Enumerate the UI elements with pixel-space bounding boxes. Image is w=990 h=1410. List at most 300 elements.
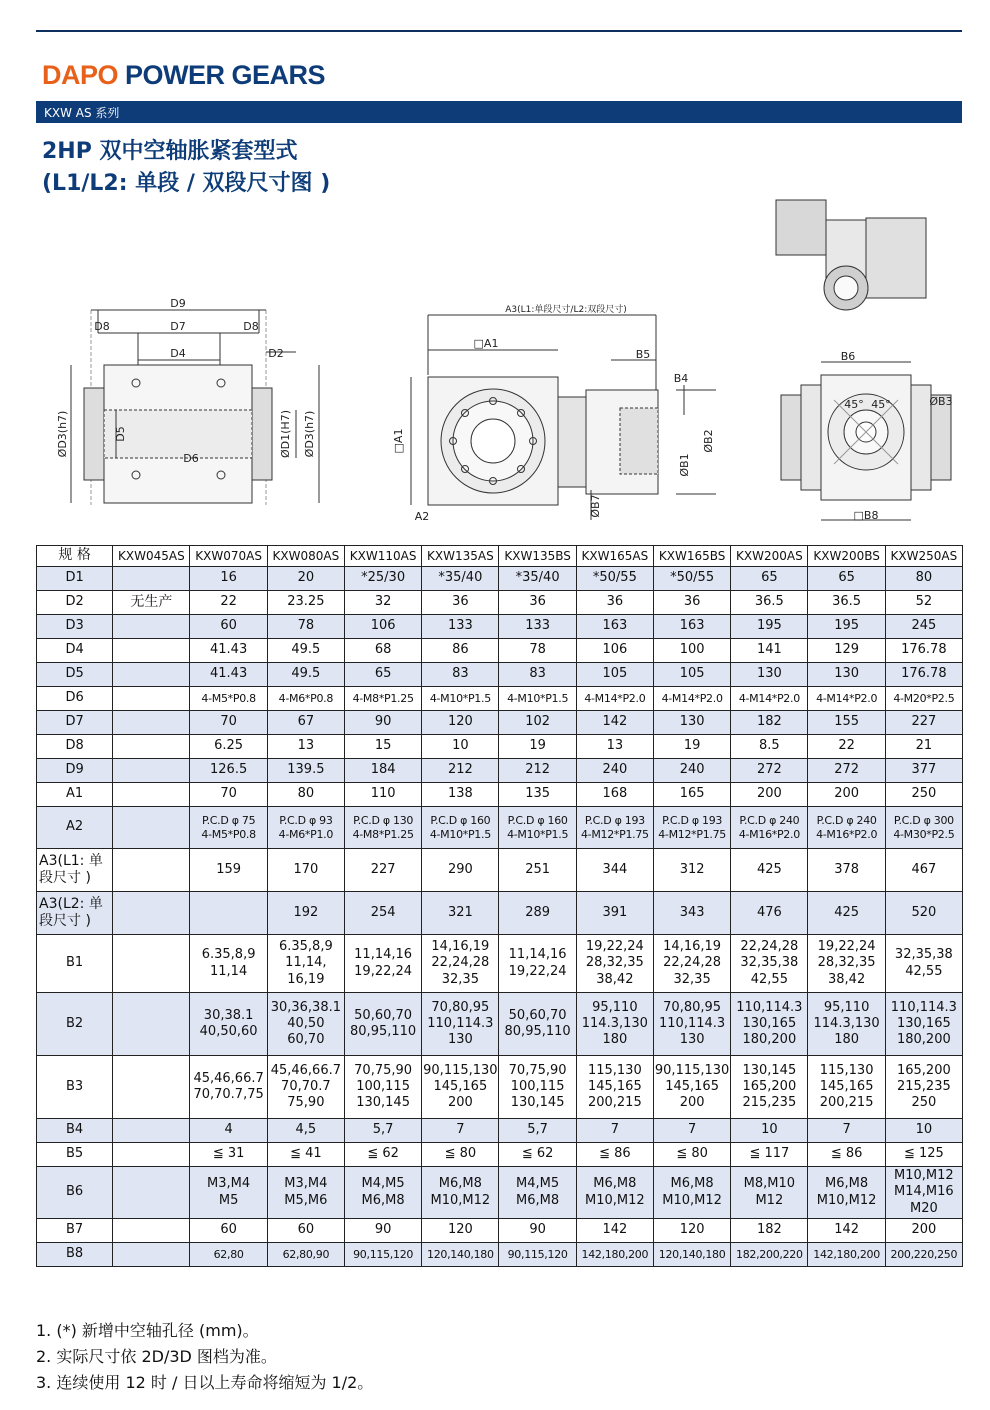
cell-line: 90,115,130 [423,1062,498,1078]
page-title: 2HP 双中空轴胀紧套型式 [42,139,298,164]
table-cell [885,935,962,993]
label-b7: ØB7 [589,494,602,518]
cell-line: M6,M8 [438,1176,482,1192]
table-cell: 80 [267,783,344,807]
table-cell [344,993,421,1056]
cell-line: 130 [447,1032,473,1048]
table-cell [499,1167,576,1219]
label-b5: B5 [635,348,651,361]
cell-line: P.C.D φ 300 [893,813,954,827]
cell-line: 40,50,60 [199,1024,258,1039]
cell-line: 4-M10*P1.5 [507,827,569,841]
cell-line: 11,14,16 [508,947,567,963]
table-header-cell: KXW250AS [885,546,962,567]
cell-line: 50,60,70 [508,1007,567,1023]
cell-line: 4-M30*P2.5 [893,827,955,841]
kxw045as-cell [113,735,190,759]
cell-line: M10,M12 [894,1168,954,1184]
table-cell: 142,180,200 [576,1243,653,1267]
page-subtitle: (L1/L2: 单段 / 双段尺寸图 ) [42,171,331,196]
table-cell: 36 [422,591,499,615]
cell-line: 200,215 [819,1095,874,1111]
table-cell: 10 [731,1119,808,1143]
cell-line: 90,115,130 [654,1062,730,1078]
label-a1-top: □A1 [473,337,499,350]
table-row [37,1143,963,1167]
row-label [37,849,113,892]
cell-line: 22,24,28 [663,955,722,971]
row-label: B4 [37,1119,113,1143]
table-row [37,935,963,993]
label-b6: B6 [840,350,856,363]
table-cell: 391 [576,892,653,935]
table-cell: 120 [422,711,499,735]
table-cell: 60 [190,1219,267,1243]
table-row [37,1056,963,1119]
table-header-cell: KXW165BS [653,546,730,567]
table-cell: 290 [422,849,499,892]
table-cell: ≦ 86 [576,1143,653,1167]
row-label: D7 [37,711,113,735]
table-cell [422,807,499,849]
table-cell [653,1056,730,1119]
table-cell [499,993,576,1056]
table-cell: 176.78 [885,663,962,687]
table-cell: 142 [808,1219,885,1243]
cell-line: 80,95,110 [350,1024,417,1039]
table-cell: 163 [653,615,730,639]
table-cell: 227 [885,711,962,735]
table-cell [576,935,653,993]
kxw045as-cell: 无生产 [113,591,190,615]
cell-line: 4-M16*P2.0 [816,827,878,841]
cell-line: 19,22,24 [354,963,413,979]
table-cell [190,993,267,1056]
table-cell: ≦ 80 [653,1143,730,1167]
top-rule [36,30,962,32]
table-cell [653,807,730,849]
table-cell: 52 [885,591,962,615]
kxw045as-cell [113,687,190,711]
table-cell [653,1167,730,1219]
table-cell: 254 [344,892,421,935]
table-cell [731,1056,808,1119]
kxw045as-cell [113,567,190,591]
cell-line: P.C.D φ 193 [584,813,645,827]
table-cell: 133 [499,615,576,639]
table-cell: 4-M14*P2.0 [731,687,808,711]
cell-line: M10,M12 [430,1192,491,1208]
table-cell: 312 [653,849,730,892]
table-row [37,892,963,935]
cell-line: M3,M4 [284,1176,328,1192]
row-label: D5 [37,663,113,687]
table-cell: 7 [653,1119,730,1143]
cell-line: 114.3,130 [581,1015,648,1031]
table-cell: 251 [499,849,576,892]
cell-line: 40,50 [287,1015,325,1031]
table-cell: 8.5 [731,735,808,759]
row-label-line: 段尺寸 ) [39,913,91,929]
table-cell: 90 [499,1219,576,1243]
row-label: B2 [37,993,113,1056]
cell-line: 4-M5*P0.8 [201,827,256,841]
row-label: D1 [37,567,113,591]
cell-line: 6.35,8,9 [278,939,333,955]
table-cell: 90 [344,711,421,735]
middle-view [411,315,716,520]
table-cell: 86 [422,639,499,663]
kxw045as-cell [113,849,190,892]
table-cell: 163 [576,615,653,639]
table-cell: 70 [190,711,267,735]
table-cell: ≦ 86 [808,1143,885,1167]
cell-line: 130,145 [742,1062,797,1078]
table-cell: 60 [267,1219,344,1243]
cell-line: 130,165 [896,1015,951,1031]
cell-line: 250 [911,1095,937,1111]
table-cell: 130 [731,663,808,687]
table-cell: 4-M6*P0.8 [267,687,344,711]
cell-line: 165,200 [742,1078,797,1094]
cell-line: 38,42 [596,971,634,987]
table-cell [885,993,962,1056]
table-cell: 240 [576,759,653,783]
table-cell: 344 [576,849,653,892]
kxw045as-cell [113,1119,190,1143]
row-label: D4 [37,639,113,663]
table-cell: 182 [731,1219,808,1243]
table-cell: 139.5 [267,759,344,783]
table-cell: 120 [422,1219,499,1243]
row-label: B3 [37,1056,113,1119]
cell-line: M8,M10 [743,1176,796,1192]
table-cell: 105 [576,663,653,687]
table-cell: 83 [422,663,499,687]
label-b1: ØB1 [678,453,691,477]
table-row [37,735,963,759]
table-cell: 520 [885,892,962,935]
cell-line: 115,130 [819,1062,874,1078]
table-cell [190,935,267,993]
table-cell: 19 [653,735,730,759]
table-cell: 41.43 [190,639,267,663]
table-cell: 90 [344,1219,421,1243]
cell-line: M5,M6 [284,1192,328,1208]
table-cell: ≦ 62 [499,1143,576,1167]
table-cell: 120 [653,1219,730,1243]
cell-line: 80,95,110 [504,1024,571,1039]
cell-line: 165,200 [896,1062,951,1078]
table-cell: 425 [731,849,808,892]
table-cell: 272 [808,759,885,783]
cell-line: 16,19 [287,971,325,987]
table-header-cell: KXW135BS [499,546,576,567]
right-view [776,200,951,520]
cell-line: 70,70.7,75 [193,1087,264,1102]
table-cell: 212 [499,759,576,783]
table-cell: 182 [731,711,808,735]
cell-line: 180,200 [742,1032,797,1048]
table-row [37,687,963,711]
table-cell: 4-M14*P2.0 [653,687,730,711]
label-a2: A2 [414,510,430,523]
row-label: D6 [37,687,113,711]
row-label: D8 [37,735,113,759]
table-row [37,807,963,849]
label-d9: D9 [170,297,186,310]
kxw045as-cell [113,935,190,993]
table-row [37,759,963,783]
table-cell: 90,115,120 [499,1243,576,1267]
cell-line: M10,M12 [585,1192,645,1208]
cell-line: 14,16,19 [663,939,722,955]
table-cell: 165 [653,783,730,807]
table-cell: 200,220,250 [885,1243,962,1267]
label-a1-side: □A1 [392,428,405,454]
cell-line: 215,235 [896,1078,951,1094]
table-cell [499,1056,576,1119]
dimension-drawing [36,190,962,530]
table-cell [190,1056,267,1119]
cell-line: M6,M8 [593,1176,637,1192]
table-cell: 126.5 [190,759,267,783]
table-cell: 65 [344,663,421,687]
table-cell [885,1167,962,1219]
table-cell: 321 [422,892,499,935]
table-cell [731,1167,808,1219]
table-cell: 130 [653,711,730,735]
table-cell: 195 [731,615,808,639]
cell-line: 100,115 [356,1078,410,1094]
table-cell: ≦ 62 [344,1143,421,1167]
table-cell: 6.25 [190,735,267,759]
cell-line: 70,80,95 [431,999,490,1015]
table-cell: 80 [885,567,962,591]
table-cell [422,1056,499,1119]
table-cell: 4-M10*P1.5 [422,687,499,711]
table-cell: 195 [808,615,885,639]
row-label [37,892,113,935]
table-cell [808,1056,885,1119]
cell-line: 38,42 [828,971,866,987]
table-cell: 200 [731,783,808,807]
table-cell [808,935,885,993]
label-b3: ØB3 [929,395,953,408]
table-cell: 62,80 [190,1243,267,1267]
table-cell: 4-M14*P2.0 [808,687,885,711]
cell-line: M10,M12 [816,1192,877,1208]
table-row [37,639,963,663]
note-2: 2. 实际尺寸依 2D/3D 图档为准。 [36,1347,277,1366]
table-cell [190,807,267,849]
table-cell [267,1167,344,1219]
table-cell: 130 [808,663,885,687]
table-cell: ≦ 41 [267,1143,344,1167]
table-cell [344,935,421,993]
brand-logo [42,60,325,91]
table-cell: 65 [731,567,808,591]
table-cell [808,807,885,849]
cell-line: 11,14 [210,963,248,979]
table-cell: 5,7 [344,1119,421,1143]
table-cell: 15 [344,735,421,759]
table-cell: ≦ 125 [885,1143,962,1167]
cell-line: 4-M16*P2.0 [738,827,800,841]
table-cell [499,935,576,993]
kxw045as-cell [113,615,190,639]
table-cell [190,892,267,935]
table-cell: 49.5 [267,639,344,663]
cell-line: P.C.D φ 160 [430,813,491,827]
label-d1: ØD1(H7) [279,410,292,458]
label-d8-left: D8 [94,320,110,333]
table-header-cell: KXW200AS [731,546,808,567]
notes [36,1318,373,1396]
cell-line: M10,M12 [662,1192,722,1208]
table-header-cell: KXW165AS [576,546,653,567]
cell-line: 22,24,28 [431,955,490,971]
cell-line: 30,38.1 [203,1007,254,1023]
spec-table [36,545,963,1267]
table-row [37,615,963,639]
cell-line: 19,22,24 [585,939,644,955]
table-cell: 141 [731,639,808,663]
cell-line: 180 [834,1032,860,1048]
cell-line: 28,32,35 [817,955,876,971]
cell-line: 114.3,130 [813,1015,880,1031]
table-cell [344,1167,421,1219]
table-cell: 65 [808,567,885,591]
cell-line: P.C.D φ 75 [201,813,256,827]
label-b2: ØB2 [702,429,715,453]
cell-line: M5 [218,1192,239,1208]
cell-line: 200,215 [587,1095,642,1111]
table-header-cell: KXW070AS [190,546,267,567]
cell-line: 200 [679,1095,705,1111]
table-cell: 4-M10*P1.5 [499,687,576,711]
table-cell: ≦ 80 [422,1143,499,1167]
table-cell: 83 [499,663,576,687]
cell-line: 145,165 [819,1078,874,1094]
note-1: 1. (*) 新增中空轴孔径 (mm)。 [36,1321,259,1340]
cell-line: 32,35,38 [894,947,953,963]
table-row [37,993,963,1056]
cell-line: P.C.D φ 160 [507,813,568,827]
cell-line: 22,24,28 [740,939,799,955]
table-cell [422,935,499,993]
table-cell: *50/55 [653,567,730,591]
table-row [37,711,963,735]
cell-line: 100,115 [510,1078,565,1094]
table-header-cell: KXW110AS [344,546,421,567]
cell-line: 110,114.3 [890,999,957,1015]
table-cell [576,993,653,1056]
table-cell: 23.25 [267,591,344,615]
table-cell: 120,140,180 [653,1243,730,1267]
table-cell: 36.5 [808,591,885,615]
label-d6: D6 [183,452,199,465]
cell-line: 32,35 [673,971,711,987]
table-cell: 36 [653,591,730,615]
kxw045as-cell [113,993,190,1056]
table-cell: 106 [344,615,421,639]
table-cell [267,993,344,1056]
kxw045as-cell [113,711,190,735]
table-cell: 159 [190,849,267,892]
table-cell: ≦ 117 [731,1143,808,1167]
table-cell [576,807,653,849]
label-d2: D2 [268,347,284,360]
table-cell: 78 [267,615,344,639]
table-cell: 250 [885,783,962,807]
row-label: A1 [37,783,113,807]
table-cell: 168 [576,783,653,807]
cell-line: 145,165 [433,1078,488,1094]
row-label: D9 [37,759,113,783]
table-cell: 212 [422,759,499,783]
table-cell [499,807,576,849]
cell-line: P.C.D φ 130 [353,813,414,827]
label-d3-right: ØD3(h7) [303,410,316,458]
cell-line: 14,16,19 [431,939,490,955]
table-cell: 70 [190,783,267,807]
table-cell: 200 [808,783,885,807]
table-cell: 68 [344,639,421,663]
cell-line: 145,165 [665,1078,719,1094]
table-cell: 135 [499,783,576,807]
table-cell [653,993,730,1056]
cell-line: M6,M8 [361,1192,405,1208]
note-3: 3. 连续使用 12 时 / 日以上寿命将缩短为 1/2。 [36,1373,374,1392]
row-label-line: A3(L2: 单 [39,896,103,913]
label-45-right: 45° [871,398,891,411]
cell-line: P.C.D φ 240 [816,813,877,827]
table-cell: 184 [344,759,421,783]
table-cell: 240 [653,759,730,783]
cell-line: 75,90 [287,1095,325,1111]
cell-line: M14,M16 [894,1184,954,1200]
table-cell: 100 [653,639,730,663]
kxw045as-cell [113,807,190,849]
table-cell [576,1056,653,1119]
table-cell: 4-M8*P1.25 [344,687,421,711]
row-label: D3 [37,615,113,639]
table-cell: 49.5 [267,663,344,687]
table-cell: 200 [885,1219,962,1243]
table-cell: 20 [267,567,344,591]
table-cell: 13 [267,735,344,759]
table-cell [422,993,499,1056]
table-cell: 170 [267,849,344,892]
row-label: B1 [37,935,113,993]
cell-line: 60,70 [287,1032,325,1048]
label-d5: D5 [114,426,127,442]
cell-line: 11,14, [285,955,327,971]
table-cell: 272 [731,759,808,783]
table-cell: 176.78 [885,639,962,663]
cell-line: 130,145 [510,1095,565,1111]
table-cell: 120,140,180 [422,1243,499,1267]
table-cell: 90,115,120 [344,1243,421,1267]
row-label: B6 [37,1167,113,1219]
kxw045as-cell [113,1219,190,1243]
label-d7: D7 [170,320,186,333]
cell-line: 180,200 [896,1032,951,1048]
table-cell: 62,80,90 [267,1243,344,1267]
table-cell: 22 [808,735,885,759]
table-cell: 476 [731,892,808,935]
